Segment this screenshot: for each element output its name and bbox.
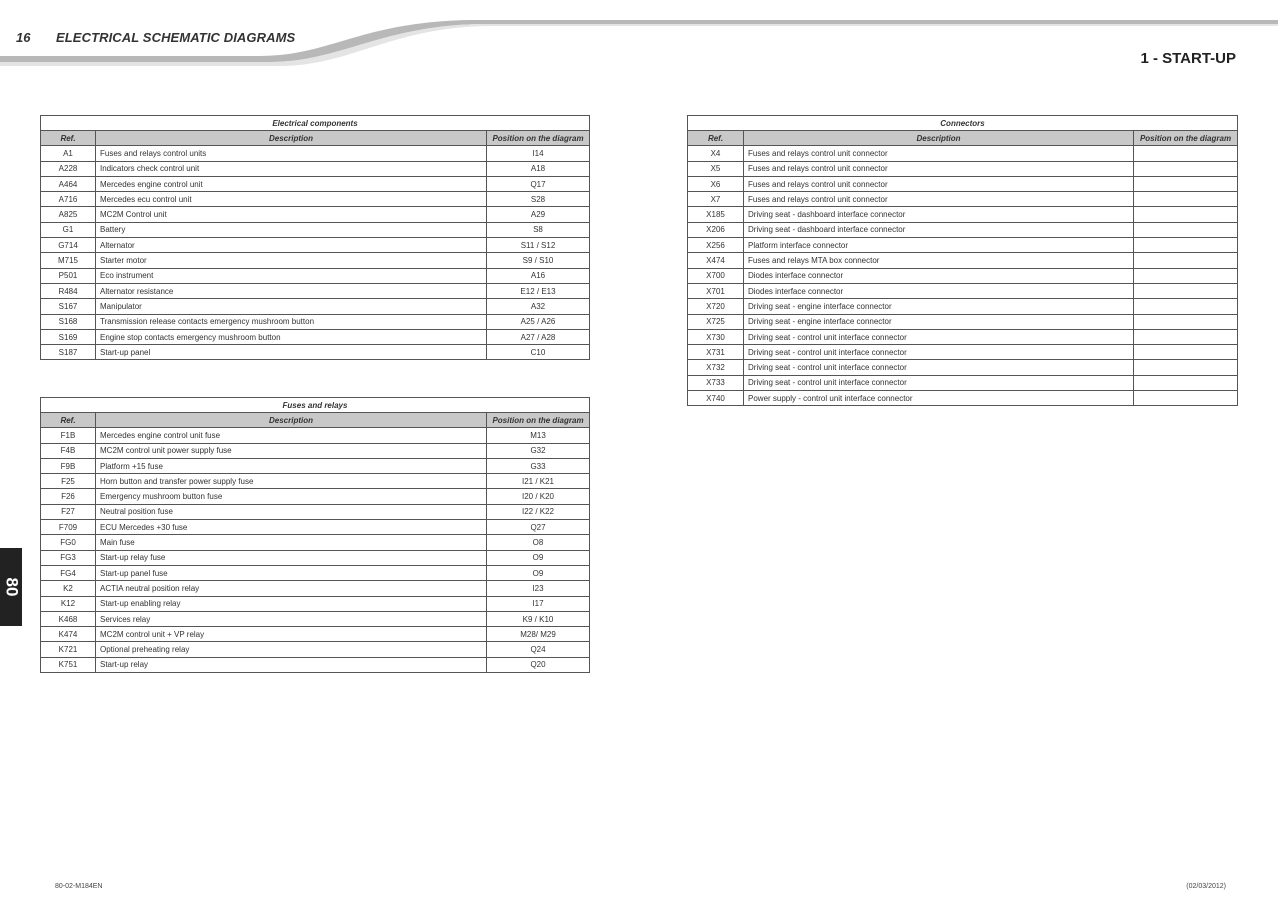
cell-description: Alternator <box>96 238 487 253</box>
table-row <box>688 146 1238 161</box>
cell-description: Battery <box>96 222 487 237</box>
cell-ref: FG3 <box>41 550 96 565</box>
cell-position: A16 <box>487 268 590 283</box>
cell-ref: K751 <box>41 657 96 672</box>
cell-description: MC2M control unit power supply fuse <box>96 443 487 458</box>
cell-description: Fuses and relays MTA box connector <box>744 253 1134 268</box>
cell-position <box>1134 314 1238 329</box>
cell-position: S9 / S10 <box>487 253 590 268</box>
table-row <box>41 314 590 329</box>
cell-ref: X256 <box>688 238 744 253</box>
col-header-description: Description <box>744 131 1134 146</box>
col-header-position: Position on the diagram <box>1134 131 1238 146</box>
cell-ref: G1 <box>41 222 96 237</box>
table-row <box>41 253 590 268</box>
cell-ref: F9B <box>41 458 96 473</box>
cell-ref: X700 <box>688 268 744 283</box>
cell-ref: F27 <box>41 504 96 519</box>
cell-ref: K2 <box>41 581 96 596</box>
table-row <box>41 283 590 298</box>
cell-ref: X733 <box>688 375 744 390</box>
table-row <box>41 345 590 360</box>
col-header-ref: Ref. <box>41 131 96 146</box>
cell-description: Driving seat - dashboard interface connector <box>744 207 1134 222</box>
cell-position <box>1134 146 1238 161</box>
cell-description: Alternator resistance <box>96 283 487 298</box>
cell-position: Q27 <box>487 520 590 535</box>
table-row <box>688 375 1238 390</box>
table-title: Connectors <box>688 116 1238 131</box>
cell-ref: FG0 <box>41 535 96 550</box>
cell-description: MC2M Control unit <box>96 207 487 222</box>
cell-position: A25 / A26 <box>487 314 590 329</box>
cell-ref: A716 <box>41 192 96 207</box>
table-row <box>41 222 590 237</box>
table-row <box>688 192 1238 207</box>
table-row <box>41 642 590 657</box>
table-row <box>688 253 1238 268</box>
table-row <box>41 581 590 596</box>
cell-description: Emergency mushroom button fuse <box>96 489 487 504</box>
cell-ref: M715 <box>41 253 96 268</box>
cell-description: Optional preheating relay <box>96 642 487 657</box>
cell-position: A29 <box>487 207 590 222</box>
cell-position: A27 / A28 <box>487 329 590 344</box>
table-title: Fuses and relays <box>41 398 590 413</box>
cell-ref: X732 <box>688 360 744 375</box>
cell-position: O8 <box>487 535 590 550</box>
table-row <box>688 222 1238 237</box>
cell-description: Fuses and relays control unit connector <box>744 161 1134 176</box>
cell-description: Platform +15 fuse <box>96 458 487 473</box>
col-header-description: Description <box>96 413 487 428</box>
table-row <box>41 192 590 207</box>
cell-position <box>1134 345 1238 360</box>
table-row <box>688 207 1238 222</box>
cell-position: O9 <box>487 550 590 565</box>
table-title: Electrical components <box>41 116 590 131</box>
table-row <box>688 283 1238 298</box>
cell-position <box>1134 375 1238 390</box>
cell-position: S28 <box>487 192 590 207</box>
cell-position <box>1134 299 1238 314</box>
col-header-ref: Ref. <box>41 413 96 428</box>
cell-ref: X740 <box>688 391 744 406</box>
cell-position: O9 <box>487 565 590 580</box>
table-row <box>41 176 590 191</box>
cell-ref: A1 <box>41 146 96 161</box>
table-row <box>41 504 590 519</box>
cell-position: G33 <box>487 458 590 473</box>
col-header-ref: Ref. <box>688 131 744 146</box>
cell-description: Mercedes engine control unit <box>96 176 487 191</box>
document-date: (02/03/2012) <box>1186 883 1226 890</box>
table-row <box>688 329 1238 344</box>
cell-description: Fuses and relays control unit connector <box>744 146 1134 161</box>
cell-ref: K468 <box>41 611 96 626</box>
cell-position: G32 <box>487 443 590 458</box>
cell-ref: F1B <box>41 428 96 443</box>
table-row <box>41 428 590 443</box>
cell-description: Mercedes engine control unit fuse <box>96 428 487 443</box>
cell-ref: P501 <box>41 268 96 283</box>
cell-ref: G714 <box>41 238 96 253</box>
col-header-position: Position on the diagram <box>487 413 590 428</box>
cell-description: Power supply - control unit interface connector <box>744 391 1134 406</box>
cell-position: E12 / E13 <box>487 283 590 298</box>
table-row <box>688 360 1238 375</box>
section-title: ELECTRICAL SCHEMATIC DIAGRAMS <box>56 30 296 45</box>
cell-ref: F26 <box>41 489 96 504</box>
cell-description: Starter motor <box>96 253 487 268</box>
cell-description: Start-up enabling relay <box>96 596 487 611</box>
cell-ref: X4 <box>688 146 744 161</box>
col-header-position: Position on the diagram <box>487 131 590 146</box>
cell-description: Fuses and relays control unit connector <box>744 176 1134 191</box>
cell-ref: X731 <box>688 345 744 360</box>
cell-position: Q17 <box>487 176 590 191</box>
table-row <box>41 238 590 253</box>
cell-position: I20 / K20 <box>487 489 590 504</box>
cell-description: Services relay <box>96 611 487 626</box>
cell-position: I17 <box>487 596 590 611</box>
side-tab-label: 80 <box>1 577 21 597</box>
cell-position <box>1134 192 1238 207</box>
cell-position: I14 <box>487 146 590 161</box>
cell-position: S11 / S12 <box>487 238 590 253</box>
cell-description: Driving seat - control unit interface connector <box>744 329 1134 344</box>
cell-position <box>1134 253 1238 268</box>
cell-position: C10 <box>487 345 590 360</box>
cell-description: Mercedes ecu control unit <box>96 192 487 207</box>
cell-position <box>1134 268 1238 283</box>
cell-position <box>1134 391 1238 406</box>
table-row <box>688 268 1238 283</box>
cell-ref: X701 <box>688 283 744 298</box>
cell-description: Fuses and relays control unit connector <box>744 192 1134 207</box>
cell-description: Driving seat - control unit interface connector <box>744 345 1134 360</box>
cell-ref: S187 <box>41 345 96 360</box>
page-number: 16 <box>16 30 31 45</box>
table-row <box>41 161 590 176</box>
table-row <box>41 146 590 161</box>
table-row <box>41 550 590 565</box>
cell-ref: X725 <box>688 314 744 329</box>
cell-ref: S167 <box>41 299 96 314</box>
cell-description: Neutral position fuse <box>96 504 487 519</box>
fuses-relays-table <box>40 397 590 673</box>
cell-ref: F4B <box>41 443 96 458</box>
cell-description: Driving seat - dashboard interface connector <box>744 222 1134 237</box>
cell-description: Eco instrument <box>96 268 487 283</box>
table-row <box>41 443 590 458</box>
document-code: 80-02-M184EN <box>55 883 103 890</box>
cell-ref: X7 <box>688 192 744 207</box>
cell-position <box>1134 238 1238 253</box>
cell-ref: K474 <box>41 627 96 642</box>
cell-ref: A825 <box>41 207 96 222</box>
cell-position: S8 <box>487 222 590 237</box>
cell-position <box>1134 360 1238 375</box>
cell-ref: K12 <box>41 596 96 611</box>
cell-ref: F25 <box>41 474 96 489</box>
cell-description: Start-up panel <box>96 345 487 360</box>
cell-description: Main fuse <box>96 535 487 550</box>
cell-position: I23 <box>487 581 590 596</box>
cell-ref: X730 <box>688 329 744 344</box>
cell-description: Engine stop contacts emergency mushroom button <box>96 329 487 344</box>
table-row <box>688 391 1238 406</box>
cell-ref: X6 <box>688 176 744 191</box>
table-row <box>41 489 590 504</box>
cell-ref: FG4 <box>41 565 96 580</box>
table-row <box>688 345 1238 360</box>
cell-position: A18 <box>487 161 590 176</box>
table-row <box>41 535 590 550</box>
table-row <box>41 627 590 642</box>
connectors-table <box>687 115 1238 406</box>
cell-description: Fuses and relays control units <box>96 146 487 161</box>
table-row <box>41 596 590 611</box>
cell-ref: S168 <box>41 314 96 329</box>
cell-description: MC2M control unit + VP relay <box>96 627 487 642</box>
cell-position <box>1134 161 1238 176</box>
cell-position: A32 <box>487 299 590 314</box>
cell-position <box>1134 207 1238 222</box>
cell-ref: F709 <box>41 520 96 535</box>
cell-description: ECU Mercedes +30 fuse <box>96 520 487 535</box>
cell-description: Indicators check control unit <box>96 161 487 176</box>
cell-description: Driving seat - control unit interface connector <box>744 360 1134 375</box>
cell-description: Transmission release contacts emergency mushroom button <box>96 314 487 329</box>
cell-ref: X185 <box>688 207 744 222</box>
cell-position <box>1134 222 1238 237</box>
table-row <box>688 299 1238 314</box>
cell-description: Driving seat - engine interface connector <box>744 299 1134 314</box>
table-row <box>41 329 590 344</box>
cell-ref: A464 <box>41 176 96 191</box>
cell-ref: X206 <box>688 222 744 237</box>
electrical-components-table <box>40 115 590 360</box>
cell-position <box>1134 283 1238 298</box>
cell-position <box>1134 329 1238 344</box>
table-row <box>688 238 1238 253</box>
cell-position: Q24 <box>487 642 590 657</box>
cell-description: Start-up panel fuse <box>96 565 487 580</box>
table-row <box>41 657 590 672</box>
cell-description: Manipulator <box>96 299 487 314</box>
table-row <box>41 474 590 489</box>
cell-ref: S169 <box>41 329 96 344</box>
cell-position: M28/ M29 <box>487 627 590 642</box>
table-row <box>41 611 590 626</box>
cell-ref: R484 <box>41 283 96 298</box>
cell-description: Horn button and transfer power supply fuse <box>96 474 487 489</box>
cell-ref: X5 <box>688 161 744 176</box>
cell-position: I21 / K21 <box>487 474 590 489</box>
cell-description: Start-up relay <box>96 657 487 672</box>
cell-position: K9 / K10 <box>487 611 590 626</box>
table-row <box>41 268 590 283</box>
cell-position: I22 / K22 <box>487 504 590 519</box>
table-row <box>41 458 590 473</box>
cell-ref: K721 <box>41 642 96 657</box>
cell-description: Driving seat - control unit interface connector <box>744 375 1134 390</box>
cell-description: Driving seat - engine interface connector <box>744 314 1134 329</box>
table-row <box>41 207 590 222</box>
cell-description: Diodes interface connector <box>744 268 1134 283</box>
col-header-description: Description <box>96 131 487 146</box>
cell-ref: A228 <box>41 161 96 176</box>
chapter-title: 1 - START-UP <box>1140 50 1236 67</box>
cell-ref: X474 <box>688 253 744 268</box>
table-row <box>688 161 1238 176</box>
cell-description: Start-up relay fuse <box>96 550 487 565</box>
cell-position <box>1134 176 1238 191</box>
cell-description: ACTIA neutral position relay <box>96 581 487 596</box>
cell-ref: X720 <box>688 299 744 314</box>
table-row <box>688 176 1238 191</box>
chapter-side-tab <box>0 548 22 626</box>
table-row <box>41 520 590 535</box>
cell-position: Q20 <box>487 657 590 672</box>
table-row <box>41 565 590 580</box>
table-row <box>41 299 590 314</box>
cell-description: Platform interface connector <box>744 238 1134 253</box>
cell-description: Diodes interface connector <box>744 283 1134 298</box>
table-row <box>688 314 1238 329</box>
cell-position: M13 <box>487 428 590 443</box>
